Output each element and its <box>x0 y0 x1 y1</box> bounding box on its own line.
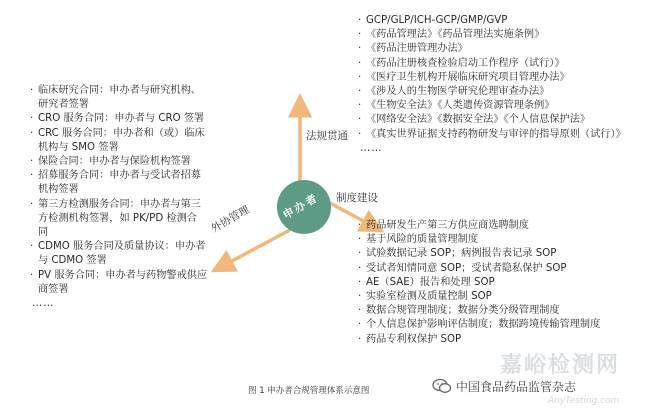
list-ellipsis: …… <box>360 142 383 154</box>
list-item: · 《药品注册管理办法》 <box>358 43 468 55</box>
list-item: · 实验室检测及质量控制 SOP <box>358 291 492 303</box>
list-item: · 《涉及人的生物医学研究伦理审查办法》 <box>358 86 550 98</box>
list-item: · 药品专利权保护 SOP <box>358 333 462 345</box>
list-item: · 个人信息保护影响评估制度；数据跨境传输管理制度 <box>358 319 601 331</box>
list-item: · GCP/GLP/ICH-GCP/GMP/GVP <box>358 15 508 26</box>
list-item: · 试验数据记录 SOP；病例报告表记录 SOP <box>358 248 557 260</box>
list-item: · CRC 服务合同：申办者和（或）临床 机构与 SMO 签署 <box>30 127 205 153</box>
list-item: · 《真实世界证据支持药物研发与审评的指导原则（试行）》 <box>358 128 626 140</box>
list-item: · 临床研究合同：申办者与研究机构、 研究者签署 <box>30 85 201 111</box>
list-item: · AE（SAE）报告和处理 SOP <box>358 276 495 288</box>
axis-label-left: 外协管理 <box>209 203 252 236</box>
axis-label-right: 制度建设 <box>336 192 378 204</box>
list-item: · 招募服务合同：申办者与受试者招募 机构签署 <box>30 170 201 196</box>
list-item: · 《药品注册核查检验启动工作程序（试行）》 <box>358 57 565 69</box>
list-item: · 《医疗卫生机构开展临床研究项目管理办法》 <box>358 71 570 83</box>
list-item: · 第三方检测服务合同：申办者与第三 方检测机构签署，如 PK/PD 检测合 同 <box>30 198 201 239</box>
axis-label-top: 法规贯通 <box>306 130 348 142</box>
list-item: · 《生物安全法》《人类遗传资源管理条例》 <box>358 100 555 112</box>
list-item: · CRO 服务合同：申办者与 CRO 签署 <box>30 113 205 125</box>
list-item: · 药品研发生产第三方供应商选聘制度 <box>358 220 529 231</box>
regulation-list <box>358 14 626 156</box>
list-item: · CDMO 服务合同及质量协议：申办者 与 CDMO 签署 <box>30 241 206 267</box>
figure-caption: 图 1 申办者合规管理体系示意图 <box>248 386 370 396</box>
center-label: 申办者 <box>280 191 321 222</box>
contract-list <box>30 84 230 311</box>
wechat-source: 中国食品药品监管杂志 <box>456 380 577 394</box>
list-ellipsis: …… <box>32 298 55 310</box>
list-item: · 《药品管理法》《药品管理法实施条例》 <box>358 29 545 41</box>
list-item: · 受试者知情同意 SOP；受试者隐私保护 SOP <box>358 262 567 274</box>
list-item: · 数据合规管理制度；数据分类分级管理制度 <box>358 305 560 317</box>
list-item: · 基于风险的质量管理制度 <box>358 234 479 246</box>
list-item: · PV 服务合同：申办者与药物警戒供应 商签署 <box>30 269 208 295</box>
watermark-text: 嘉峪检测网 <box>500 353 621 378</box>
system-list <box>358 219 600 347</box>
watermark-url: AnyTesting.com <box>548 396 620 406</box>
list-item: · 保险合同：申办者与保险机构签署 <box>30 156 191 168</box>
wechat-icon <box>432 378 452 394</box>
list-item: · 《网络安全法》《数据安全法》《个人信息保护法》 <box>358 114 591 126</box>
